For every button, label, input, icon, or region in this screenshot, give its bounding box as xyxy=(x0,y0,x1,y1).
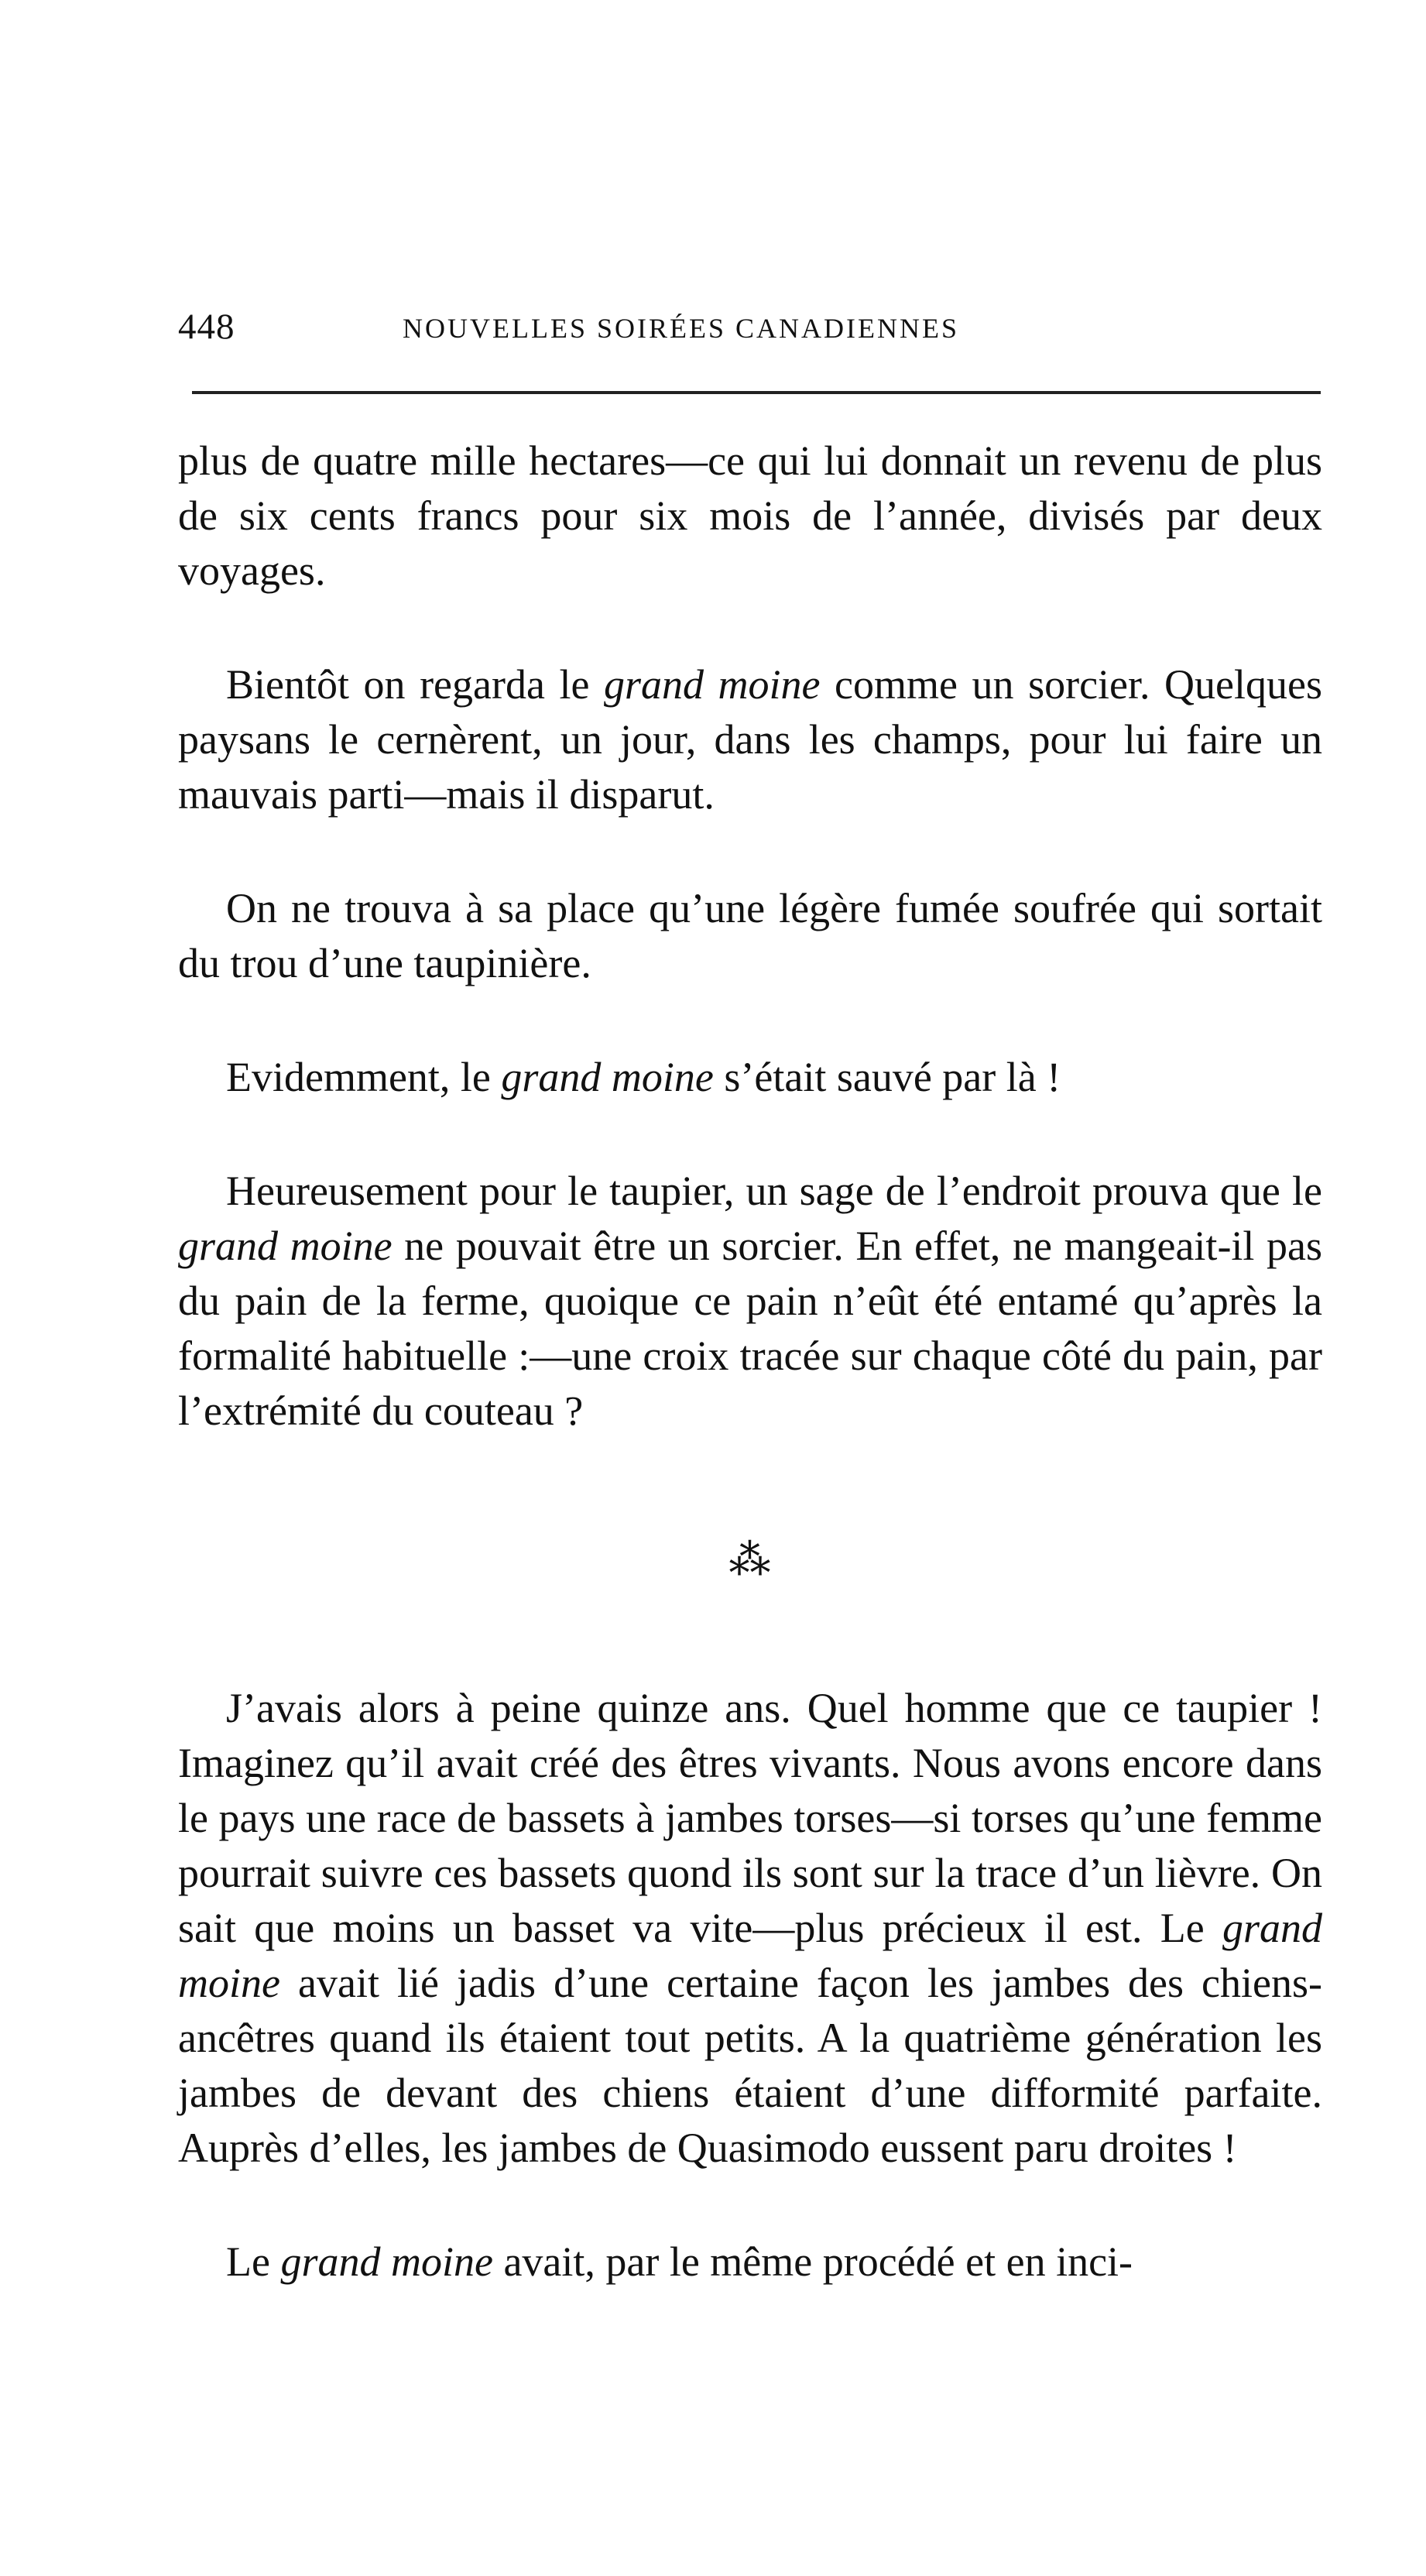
paragraph-6-italic: grand moine xyxy=(178,1905,1322,2006)
paragraph-4-italic: grand moine xyxy=(501,1054,714,1100)
header-rule xyxy=(192,391,1321,394)
paragraph-7-text-after: avait, par le même procédé et en inci- xyxy=(492,2238,1133,2285)
paragraph-7-text-before: Le xyxy=(226,2238,281,2285)
paragraph-2-text-before: Bientôt on regarda le xyxy=(226,661,604,708)
paragraph-3: On ne trouva à sa place qu’une légère fumée soufrée qui sortait du trou d’une taupinière. xyxy=(178,885,1322,986)
paragraph-6-text-after: avait lié jadis d’une certaine façon les jambes des chiens-ancêtres quand ils étaient tout petits. A la quatrième génération les jambes de devant des chiens étaient d’une difformité parfaite. Auprès d’elles, les jambes de Quasimodo eussent paru droites ! xyxy=(178,1960,1322,2171)
paragraph-7-italic: grand moine xyxy=(280,2238,493,2285)
paragraph-2-text-after: comme un sorcier. Quelques paysans le cernèrent, un jour, dans les champs, pour lui faire un mauvais parti—mais il disparut. xyxy=(178,661,1322,818)
paragraph-1: plus de quatre mille hectares—ce qui lui donnait un revenu de plus de six cents francs pour six mois de l’année, divisés par deux voyages. xyxy=(178,437,1322,594)
paragraph-2 xyxy=(178,657,1322,822)
paragraph-6 xyxy=(178,1681,1322,2176)
body-text xyxy=(178,434,1322,2290)
paragraph-5-italic: grand moine xyxy=(178,1223,392,1269)
paragraph-5-text-before: Heureusement pour le taupier, un sage de l’endroit prouva que le xyxy=(226,1168,1322,1214)
paragraph-4-text-after: s’était sauvé par là ! xyxy=(713,1054,1061,1100)
page-number: 448 xyxy=(178,307,235,347)
paragraph-6-text-before: J’avais alors à peine quinze ans. Quel homme que ce taupier ! Imaginez qu’il avait créé des êtres vivants. Nous avons encore dans le pays une race de bassets à jambes torses—si torses qu’une femme pourrait suivre ces bassets quond ils sont sur la trace d’un lièvre. On sait que moins un basset va vite—plus précieux il est. Le xyxy=(178,1685,1322,1951)
page-header xyxy=(178,306,1321,352)
paragraph-5 xyxy=(178,1164,1322,1439)
paragraph-2-italic: grand moine xyxy=(603,661,821,708)
running-title: NOUVELLES SOIRÉES CANADIENNES xyxy=(403,313,959,344)
paragraph-4-text-before: Evidemment, le xyxy=(226,1054,502,1100)
paragraph-7 xyxy=(178,2235,1322,2290)
section-asterism: ⁂ xyxy=(728,1537,772,1583)
paragraph-4 xyxy=(178,1050,1322,1105)
paragraph-5-text-after: ne pouvait être un sorcier. En effet, ne mangeait-il pas du pain de la ferme, quoique ce pain n’eût été entamé qu’après la formalité habituelle :—une croix tracée sur chaque côté du pain, par l’extrémité du couteau ? xyxy=(178,1223,1322,1434)
